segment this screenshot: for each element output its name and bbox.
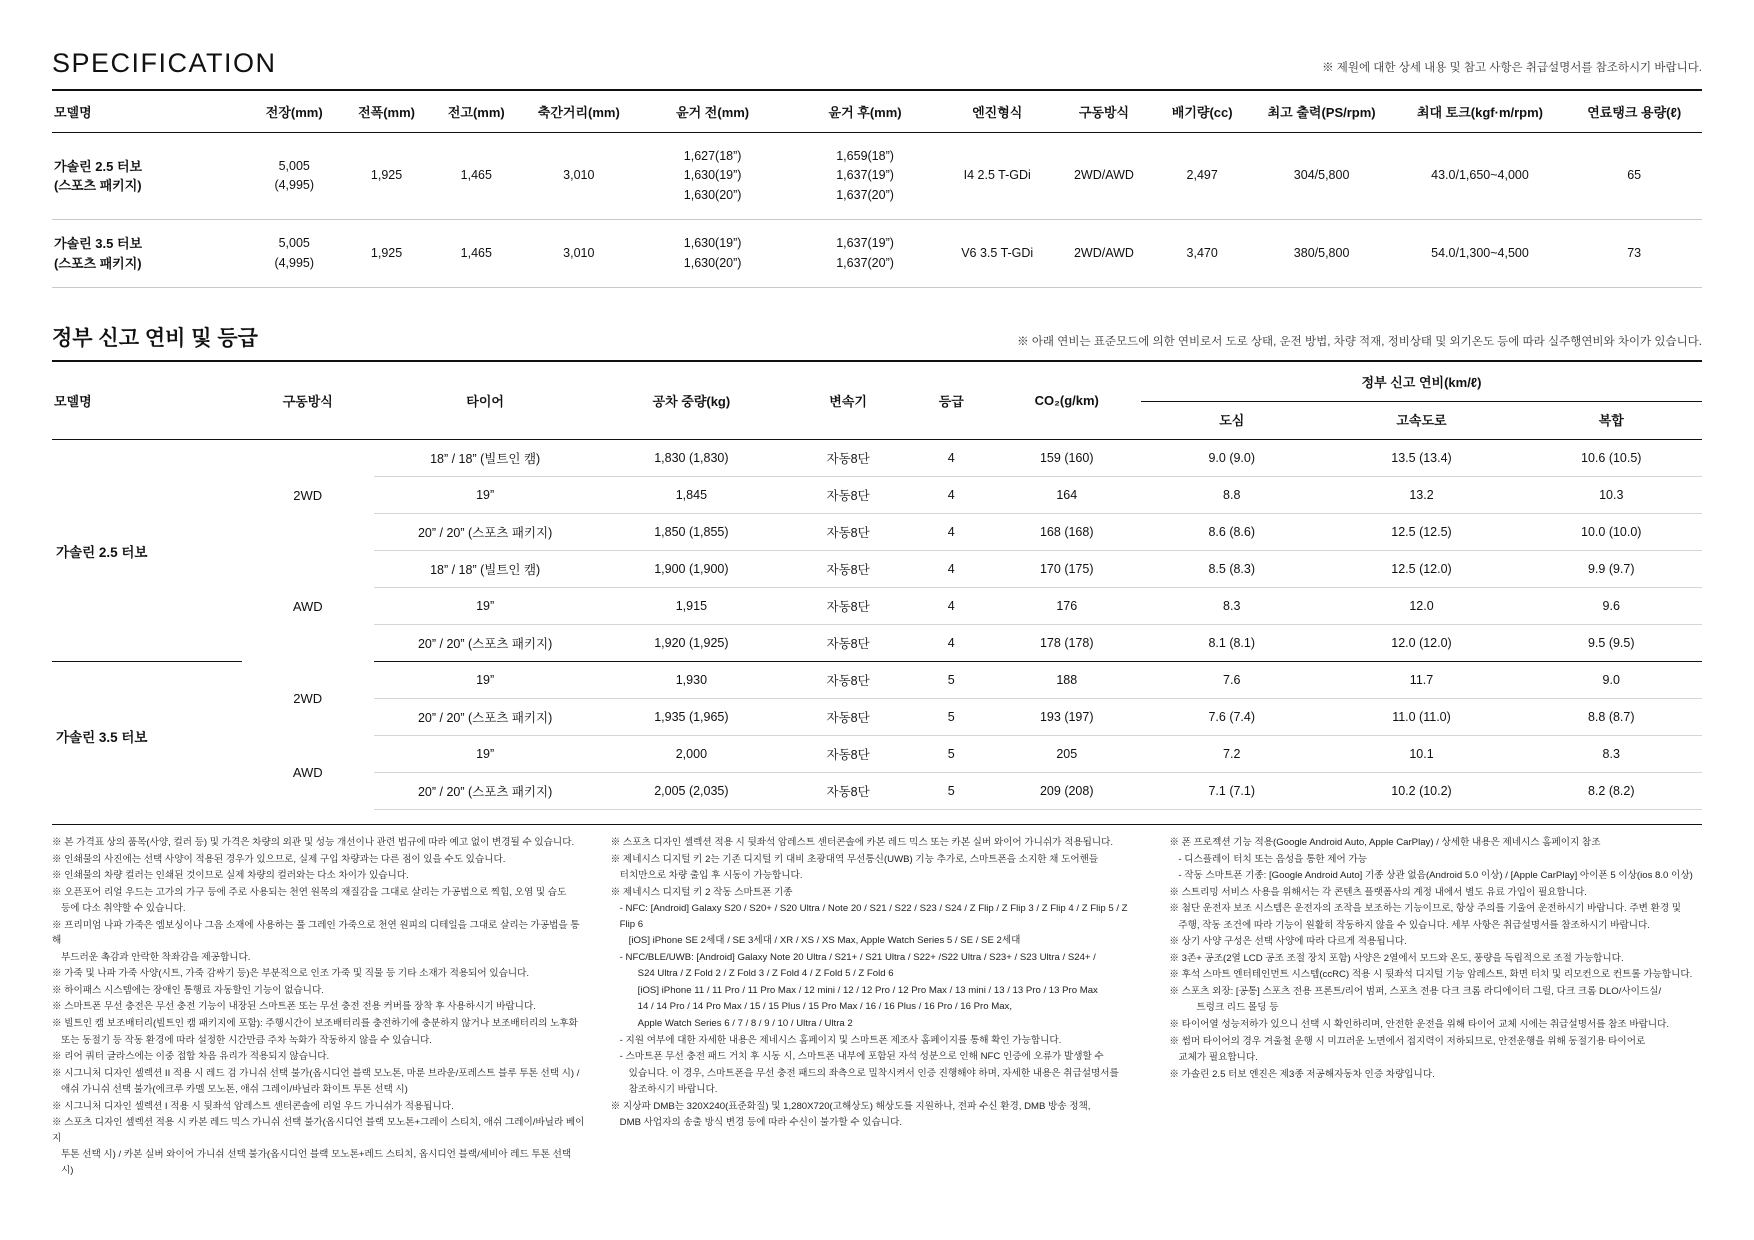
footnote-line: ※ 빌트인 캠 보조배터리(빌트인 캠 패키지에 포함): 주행시간이 보조배터리를 충전하기에 충분하지 않거나 보조배터리의 노후화	[52, 1017, 578, 1029]
specification-note: ※ 제원에 대한 상세 내용 및 참고 사항은 취급설명서를 참조하시기 바랍니다.	[1322, 62, 1702, 74]
footnote-line: 부드러운 촉감과 안락한 착좌감을 제공합니다.	[61, 951, 251, 963]
cell-city: 7.6 (7.4)	[1141, 699, 1323, 736]
cell-transmission: 자동8단	[786, 699, 910, 736]
cell-power: 304/5,800	[1250, 133, 1394, 220]
fuel-header-row-1	[52, 362, 1702, 402]
footnote-line: ※ 인쇄물의 사진에는 선택 사양이 적용된 경우가 있으므로, 실제 구입 차량과는 다른 점이 있을 수도 있습니다.	[52, 853, 506, 865]
cell-power: 380/5,800	[1250, 220, 1394, 288]
col-width: 전폭(mm)	[342, 91, 432, 133]
cell-wheelbase: 3,010	[521, 133, 636, 220]
cell-highway: 13.5 (13.4)	[1323, 440, 1521, 477]
footnote-line: ※ 타이어열 성능저하가 있으니 선택 시 확인하리며, 안전한 운전을 위해 타이어 교체 시에는 취급설명서를 참조 바랍니다.	[1169, 1018, 1670, 1030]
cell-engine: I4 2.5 T-GDi	[941, 133, 1053, 220]
footnote-line: ※ 스포츠 디자인 셀렉션 적용 시 카본 레드 믹스 가니쉬 선택 불가(옵시디언 블랙 모노톤+그레이 스티치, 애쉬 그레이/바닐라 베이지	[52, 1117, 585, 1144]
cell-tire: 19”	[374, 662, 597, 699]
footnote-line: - 지원 여부에 대한 자세한 내용은 제네시스 홈페이지 및 스마트폰 제조사 홈페이지를 통해 확인 가능합니다.	[619, 1034, 1062, 1046]
footnote-line: 등에 다소 취약할 수 있습니다.	[61, 903, 186, 915]
cell-width: 1,925	[342, 220, 432, 288]
col-transmission: 변속기	[786, 362, 910, 440]
cell-tire: 20” / 20” (스포츠 패키지)	[374, 699, 597, 736]
table-row	[52, 551, 1702, 588]
cell-co2: 209 (208)	[993, 773, 1142, 810]
cell-transmission: 자동8단	[786, 662, 910, 699]
cell-combined: 9.5 (9.5)	[1521, 625, 1703, 662]
cell-length: 5,005 (4,995)	[247, 220, 342, 288]
cell-tire: 20” / 20” (스포츠 패키지)	[374, 773, 597, 810]
footnote-line: S24 Ultra / Z Fold 2 / Z Fold 3 / Z Fold 4 / Z Fold 5 / Z Fold 6	[637, 968, 894, 980]
footnote-line: ※ 오픈포어 리얼 우드는 고가의 가구 등에 주로 사용되는 천연 원목의 재질감을 그대로 살리는 가공법으로 찍힘, 오염 및 습도	[52, 886, 567, 898]
footnote-line: ※ 후석 스마트 엔터테인먼트 시스템(ccRC) 적용 시 뒷좌석 디지털 기능 암레스트, 화면 터치 및 리모컨으로 컨트롤 가능합니다.	[1169, 969, 1693, 981]
cell-city: 8.3	[1141, 588, 1323, 625]
cell-drive: 2WD	[293, 691, 323, 707]
footnote-line: 터치만으로 차량 출입 후 시동이 가능합니다.	[619, 870, 803, 882]
cell-track-rear: 1,637(19”) 1,637(20”)	[789, 220, 941, 288]
cell-co2: 178 (178)	[993, 625, 1142, 662]
cell-co2: 159 (160)	[993, 440, 1142, 477]
cell-torque: 43.0/1,650~4,000	[1394, 133, 1567, 220]
cell-wheelbase: 3,010	[521, 220, 636, 288]
cell-co2: 193 (197)	[993, 699, 1142, 736]
table-row	[52, 736, 1702, 773]
cell-engine: V6 3.5 T-GDi	[941, 220, 1053, 288]
cell-tire: 19”	[374, 588, 597, 625]
cell-tire: 20” / 20” (스포츠 패키지)	[374, 625, 597, 662]
cell-grade: 4	[910, 477, 993, 514]
cell-city: 8.5 (8.3)	[1141, 551, 1323, 588]
cell-track-front: 1,630(19”) 1,630(20”)	[636, 220, 788, 288]
footnote-line: 트렁크 리드 몰딩 등	[1196, 1002, 1279, 1014]
footnote-line: ※ 제네시스 디지털 키 2는 기존 디지털 키 대비 초광대역 무선통신(UWB) 기능 추가로, 스마트폰을 소지한 채 도어핸들	[610, 853, 1099, 865]
footnote-line: 애쉬 가니쉬 선택 불가(에크루 카멜 모노톤, 애쉬 그레이/바닐라 화이트 투톤 선택 시)	[61, 1084, 408, 1096]
cell-displacement: 2,497	[1155, 133, 1250, 220]
fuel-section-title: 정부 신고 연비 및 등급	[52, 327, 258, 351]
cell-co2: 205	[993, 736, 1142, 773]
footnote-column-2	[611, 835, 1144, 1179]
footnote-line: ※ 시그니처 디자인 셀렉션 I 적용 시 뒷좌석 암레스트 센터콘솔에 리얼 우드 가니쉬가 적용됩니다.	[52, 1100, 454, 1112]
table-row	[52, 662, 1702, 699]
footnote-line: ※ 가죽 및 나파 가죽 사양(시트, 가죽 감싸기 등)은 부분적으로 인조 가죽 및 직물 등 기타 소재가 적용되어 있습니다.	[52, 968, 530, 980]
cell-city: 8.6 (8.6)	[1141, 514, 1323, 551]
cell-height: 1,465	[431, 133, 521, 220]
specification-header	[52, 48, 1702, 91]
footnotes	[52, 824, 1702, 1179]
table-row	[52, 133, 1702, 220]
footnote-line: ※ 스포츠 외장: [공통] 스포츠 전용 프론트/리어 범퍼, 스포츠 전용 다크 크롬 라디에이터 그릴, 다크 크롬 DLO/사이드실/	[1169, 985, 1662, 997]
cell-combined: 9.9 (9.7)	[1521, 551, 1703, 588]
col-co2: CO₂(g/km)	[993, 362, 1142, 440]
footnote-line: 있습니다. 이 경우, 스마트폰을 무선 충전 패드의 좌측으로 밀착시켜서 인증 진행해야 하며, 자세한 내용은 취급설명서를	[628, 1067, 1119, 1079]
cell-co2: 168 (168)	[993, 514, 1142, 551]
col-fuel-tank: 연료탱크 용량(ℓ)	[1566, 91, 1702, 133]
footnote-line: ※ 썸머 타이어의 경우 겨울철 운행 시 미끄러운 노면에서 접지력이 저하되므로, 안전운행을 위해 동절기용 타이어로	[1169, 1035, 1646, 1047]
cell-transmission: 자동8단	[786, 514, 910, 551]
col-highway: 고속도로	[1323, 402, 1521, 440]
cell-city: 7.6	[1141, 662, 1323, 699]
cell-city: 9.0 (9.0)	[1141, 440, 1323, 477]
cell-transmission: 자동8단	[786, 440, 910, 477]
col-length: 전장(mm)	[247, 91, 342, 133]
cell-highway: 10.1	[1323, 736, 1521, 773]
cell-tire: 19”	[374, 736, 597, 773]
page-title: SPECIFICATION	[52, 48, 277, 78]
cell-weight: 1,935 (1,965)	[597, 699, 787, 736]
cell-combined: 9.0	[1521, 662, 1703, 699]
footnote-line: [iOS] iPhone SE 2세대 / SE 3세대 / XR / XS / XS Max, Apple Watch Series 5 / SE / SE 2세대	[628, 935, 1021, 947]
footnote-line: ※ 폰 프로젝션 기능 적용(Google Android Auto, Apple CarPlay) / 상세한 내용은 제네시스 홈페이지 참조	[1169, 837, 1601, 849]
cell-weight: 1,920 (1,925)	[597, 625, 787, 662]
col-efficiency-group: 정부 신고 연비(km/ℓ)	[1141, 362, 1702, 402]
cell-co2: 164	[993, 477, 1142, 514]
col-city: 도심	[1141, 402, 1323, 440]
footnote-line: DMB 사업자의 송출 방식 변경 등에 따라 수신이 불가할 수 있습니다.	[619, 1117, 902, 1129]
cell-highway: 12.0	[1323, 588, 1521, 625]
cell-drive: 2WD	[293, 487, 323, 503]
cell-weight: 2,005 (2,035)	[597, 773, 787, 810]
cell-grade: 5	[910, 773, 993, 810]
footnote-line: - 스마트폰 무선 충전 패드 거치 후 시동 시, 스마트폰 내부에 포함된 자석 성분으로 인해 NFC 인증에 오류가 발생할 수	[619, 1051, 1104, 1063]
cell-length: 5,005 (4,995)	[247, 133, 342, 220]
footnote-line: ※ 스트리밍 서비스 사용을 위해서는 각 콘텐츠 플랫폼사의 계정 내에서 별도 유료 가입이 필요합니다.	[1169, 886, 1587, 898]
footnote-line: - NFC/BLE/UWB: [Android] Galaxy Note 20 Ultra / S21+ / S21 Ultra / S22+ /S22 Ultra / S23+ / S23 Ultra / S24+ /	[619, 951, 1096, 963]
cell-combined: 10.3	[1521, 477, 1703, 514]
col-model: 모델명	[52, 362, 242, 440]
cell-tire: 18” / 18” (빌트인 캠)	[374, 440, 597, 477]
cell-co2: 176	[993, 588, 1142, 625]
fuel-section-note: ※ 아래 연비는 표준모드에 의한 연비로서 도로 상태, 운전 방법, 차량 적재, 정비상태 및 외기온도 등에 따라 실주행연비와 차이가 있습니다.	[1017, 336, 1702, 349]
footnote-line: 투톤 선택 시) / 카본 실버 와이어 가니쉬 선택 불가(옵시디언 블랙 모노톤+레드 스티치, 옵시디언 블랙/세비아 레드 투톤 선택 시)	[61, 1149, 572, 1176]
col-torque: 최대 토크(kgf·m/rpm)	[1394, 91, 1567, 133]
cell-tire: 18” / 18” (빌트인 캠)	[374, 551, 597, 588]
col-tire: 타이어	[374, 362, 597, 440]
cell-highway: 13.2	[1323, 477, 1521, 514]
footnote-line: ※ 인쇄물의 차량 컬러는 인쇄된 것이므로 실제 차량의 컬러와는 다소 차이가 있습니다.	[52, 870, 409, 882]
cell-grade: 4	[910, 514, 993, 551]
footnote-line: ※ 첨단 운전자 보조 시스템은 운전자의 조작을 보조하는 기능이므로, 항상 주의를 기울여 운전하시기 바랍니다. 주변 환경 및	[1169, 903, 1682, 915]
cell-grade: 5	[910, 662, 993, 699]
footnote-line: 또는 동절기 등 작동 환경에 따라 설정한 시간만큼 주차 녹화가 작동하지 않을 수 있습니다.	[61, 1034, 432, 1046]
cell-highway: 11.0 (11.0)	[1323, 699, 1521, 736]
cell-fuel-tank: 65	[1566, 133, 1702, 220]
cell-highway: 11.7	[1323, 662, 1521, 699]
footnote-line: ※ 제네시스 디지털 키 2 작동 스마트폰 기종	[610, 886, 793, 898]
cell-drive: AWD	[292, 765, 323, 781]
cell-drive: AWD	[292, 598, 323, 614]
col-grade: 등급	[910, 362, 993, 440]
col-track-front: 윤거 전(mm)	[636, 91, 788, 133]
col-power: 최고 출력(PS/rpm)	[1250, 91, 1394, 133]
cell-combined: 10.0 (10.0)	[1521, 514, 1703, 551]
fuel-economy-table	[52, 362, 1702, 810]
footnote-line: 주행, 작동 조건에 따라 기능이 원활히 작동하지 않을 수 있습니다. 세부 사항은 취급설명서를 참조하시기 바랍니다.	[1178, 919, 1650, 931]
col-track-rear: 윤거 후(mm)	[789, 91, 941, 133]
col-wheelbase: 축간거리(mm)	[521, 91, 636, 133]
cell-fuel-tank: 73	[1566, 220, 1702, 288]
cell-combined: 10.6 (10.5)	[1521, 440, 1703, 477]
cell-model: 가솔린 2.5 터보	[52, 440, 242, 662]
footnote-line: 14 / 14 Pro / 14 Pro Max / 15 / 15 Plus / 15 Pro Max / 16 / 16 Plus / 16 Pro / 16 Pro Max,	[637, 1001, 1013, 1013]
cell-transmission: 자동8단	[786, 736, 910, 773]
specification-table	[52, 91, 1702, 288]
cell-transmission: 자동8단	[786, 477, 910, 514]
footnote-line: 참조하시기 바랍니다.	[628, 1084, 718, 1096]
cell-transmission: 자동8단	[786, 551, 910, 588]
cell-torque: 54.0/1,300~4,500	[1394, 220, 1567, 288]
footnote-column-1	[52, 835, 585, 1179]
cell-highway: 12.5 (12.0)	[1323, 551, 1521, 588]
cell-city: 8.1 (8.1)	[1141, 625, 1323, 662]
col-drive: 구동방식	[242, 362, 374, 440]
cell-weight: 1,845	[597, 477, 787, 514]
footnote-line: ※ 상기 사양 구성은 선택 사양에 따라 다르게 적용됩니다.	[1169, 936, 1407, 948]
cell-displacement: 3,470	[1155, 220, 1250, 288]
footnote-line: ※ 하이패스 시스템에는 장애인 통행료 자동할인 기능이 없습니다.	[52, 984, 324, 996]
footnote-line: [iOS] iPhone 11 / 11 Pro / 11 Pro Max / 12 mini / 12 / 12 Pro / 12 Pro Max / 13 mini / 13 / 13 Pro / 13 Pro Max	[637, 984, 1098, 996]
col-engine: 엔진형식	[941, 91, 1053, 133]
footnote-line: - 디스플레이 터치 또는 음성을 통한 제어 가능	[1178, 853, 1368, 865]
footnote-line: - NFC: [Android] Galaxy S20 / S20+ / S20 Ultra / Note 20 / S21 / S22 / S23 / S24 / Z Flip / Z Flip 3 / Z Flip 4 / Z Flip 5 / Z Flip 6	[619, 903, 1128, 930]
cell-weight: 1,850 (1,855)	[597, 514, 787, 551]
cell-weight: 1,930	[597, 662, 787, 699]
cell-grade: 4	[910, 440, 993, 477]
table-row	[52, 220, 1702, 288]
cell-city: 8.8	[1141, 477, 1323, 514]
footnote-line: ※ 가솔린 2.5 터보 엔진은 제3종 저공해자동차 인증 차량입니다.	[1169, 1068, 1435, 1080]
cell-co2: 170 (175)	[993, 551, 1142, 588]
cell-weight: 1,915	[597, 588, 787, 625]
col-displacement: 배기량(cc)	[1155, 91, 1250, 133]
cell-city: 7.2	[1141, 736, 1323, 773]
cell-tire: 19”	[374, 477, 597, 514]
col-model: 모델명	[52, 91, 247, 133]
footnote-line: - 작동 스마트폰 기종: [Google Android Auto] 기종 상관 없음(Android 5.0 이상) / [Apple CarPlay] 아이폰 5 이상(ios 8.0 이상)	[1178, 870, 1693, 882]
footnote-line: ※ 지상파 DMB는 320X240(표준화질) 및 1,280X720(고해상도) 해상도를 지원하나, 전파 수신 환경, DMB 방송 정책,	[610, 1100, 1091, 1112]
cell-model: 가솔린 3.5 터보 (스포츠 패키지)	[52, 220, 247, 288]
footnote-line: ※ 프리미엄 나파 가죽은 엠보싱이나 그음 소재에 사용하는 풀 그레인 가죽으로 천연 원피의 디테일을 그대로 살리는 가공법을 통해	[52, 919, 580, 947]
footnote-line: ※ 리어 쿼터 글라스에는 이중 접합 차음 유리가 적용되지 않습니다.	[52, 1051, 330, 1063]
fuel-economy-header	[52, 322, 1702, 362]
footnote-line: ※ 3존+ 공조(2열 LCD 공조 조절 장치 포함) 사양은 2열에서 모드와 온도, 풍량을 독립적으로 조절 가능합니다.	[1169, 952, 1624, 964]
cell-drive: 2WD/AWD	[1053, 133, 1155, 220]
cell-transmission: 자동8단	[786, 588, 910, 625]
footnote-column-3	[1169, 835, 1702, 1179]
cell-highway: 12.5 (12.5)	[1323, 514, 1521, 551]
cell-highway: 12.0 (12.0)	[1323, 625, 1521, 662]
cell-transmission: 자동8단	[786, 773, 910, 810]
cell-grade: 5	[910, 699, 993, 736]
cell-grade: 4	[910, 588, 993, 625]
footnote-line: Apple Watch Series 6 / 7 / 8 / 9 / 10 / Ultra / Ultra 2	[637, 1017, 853, 1029]
table-row	[52, 440, 1702, 477]
cell-combined: 9.6	[1521, 588, 1703, 625]
cell-city: 7.1 (7.1)	[1141, 773, 1323, 810]
cell-combined: 8.2 (8.2)	[1521, 773, 1703, 810]
cell-width: 1,925	[342, 133, 432, 220]
cell-tire: 20” / 20” (스포츠 패키지)	[374, 514, 597, 551]
col-height: 전고(mm)	[431, 91, 521, 133]
footnote-line: ※ 시그니처 디자인 셀렉션 II 적용 시 레드 검 가니쉬 선택 불가(옵시디언 블랙 모노톤, 마룬 브라운/포레스트 블루 투톤 선택 시) /	[52, 1067, 580, 1079]
footnote-line: ※ 스포츠 디자인 셀렉션 적용 시 뒷좌석 암레스트 센터콘솔에 카본 레드 믹스 또는 카본 실버 와이어 가니쉬가 적용됩니다.	[610, 837, 1114, 849]
cell-highway: 10.2 (10.2)	[1323, 773, 1521, 810]
cell-weight: 1,830 (1,830)	[597, 440, 787, 477]
cell-combined: 8.3	[1521, 736, 1703, 773]
cell-model: 가솔린 3.5 터보	[56, 729, 148, 745]
col-combined: 복합	[1521, 402, 1703, 440]
cell-transmission: 자동8단	[786, 625, 910, 662]
cell-weight: 2,000	[597, 736, 787, 773]
cell-model: 가솔린 2.5 터보 (스포츠 패키지)	[52, 133, 247, 220]
cell-height: 1,465	[431, 220, 521, 288]
cell-track-front: 1,627(18”) 1,630(19”) 1,630(20”)	[636, 133, 788, 220]
cell-weight: 1,900 (1,900)	[597, 551, 787, 588]
cell-grade: 5	[910, 736, 993, 773]
cell-grade: 4	[910, 551, 993, 588]
cell-track-rear: 1,659(18”) 1,637(19”) 1,637(20”)	[789, 133, 941, 220]
footnote-line: 교체가 필요합니다.	[1178, 1052, 1258, 1064]
col-drive: 구동방식	[1053, 91, 1155, 133]
table-header-row	[52, 91, 1702, 133]
footnote-line: ※ 스마트폰 무선 충전은 무선 충전 기능이 내장된 스마트폰 또는 무선 충전 전용 커버를 장착 후 사용하시기 바랍니다.	[52, 1001, 536, 1013]
col-weight: 공차 중량(kg)	[597, 362, 787, 440]
cell-combined: 8.8 (8.7)	[1521, 699, 1703, 736]
cell-drive: 2WD/AWD	[1053, 220, 1155, 288]
footnote-line: ※ 본 가격표 상의 품목(사양, 컬러 등) 및 가격은 차량의 외관 및 성능 개선이나 관련 법규에 따라 예고 없이 변경될 수 있습니다.	[52, 837, 575, 849]
cell-grade: 4	[910, 625, 993, 662]
cell-co2: 188	[993, 662, 1142, 699]
